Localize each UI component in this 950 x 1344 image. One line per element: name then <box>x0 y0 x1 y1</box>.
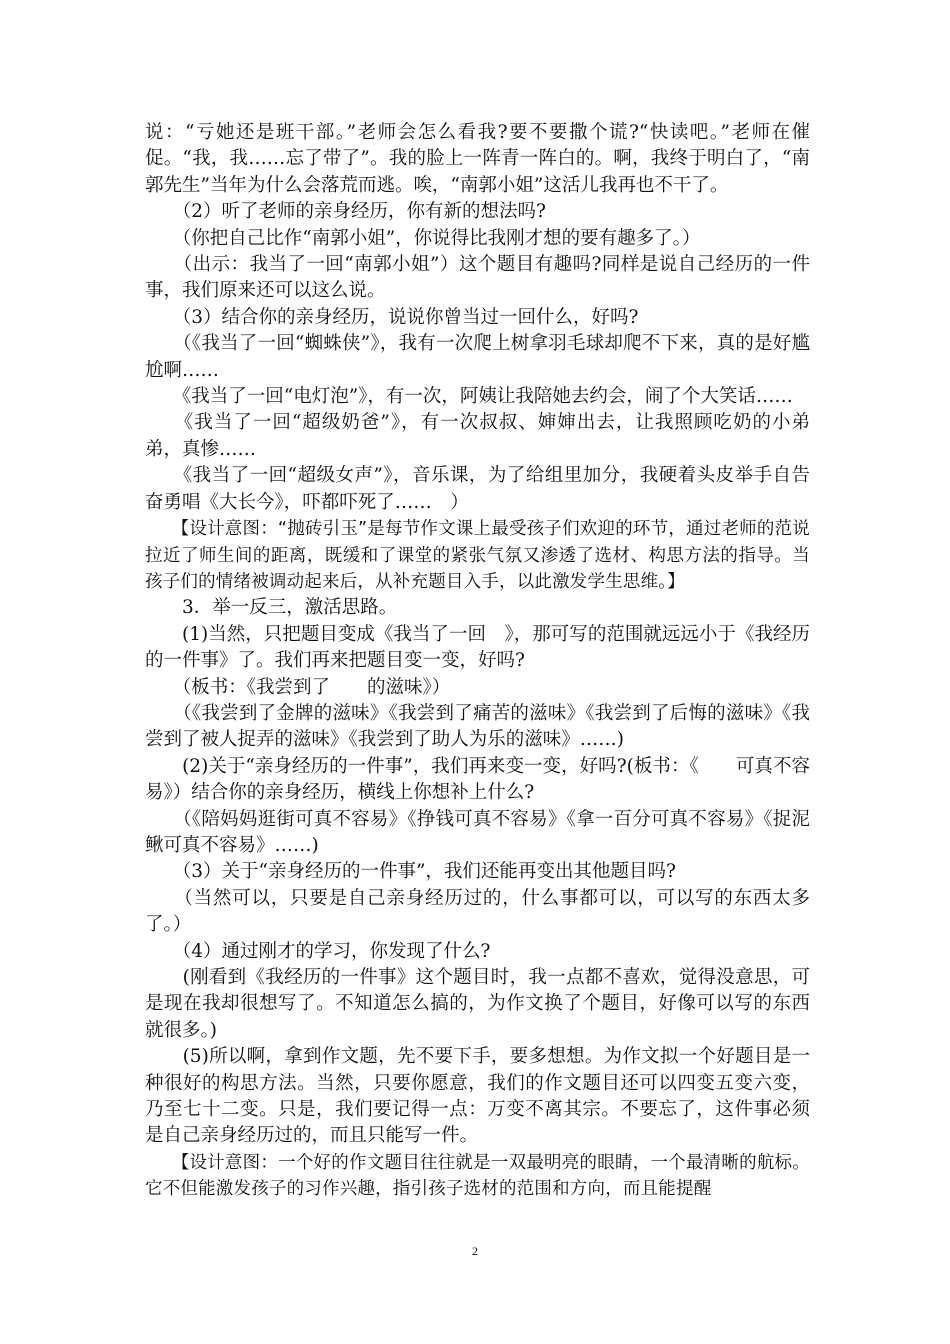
body-paragraph: （2）听了老师的亲身经历，你有新的想法吗? <box>145 201 546 223</box>
body-paragraph: （你把自己比作“南郭小姐”，你说得比我刚才想的要有趣多了。） <box>145 227 701 249</box>
body-paragraph: 《我当了一回“超级女声”》，音乐课，为了给组里加分，我硬着头皮举手自告奋勇唱《大长今》，吓都吓死了…… ） <box>145 465 810 513</box>
body-paragraph: 3．举一反三，激活思路。 <box>145 597 398 619</box>
body-paragraph: （《陪妈妈逛街可真不容易》《挣钱可真不容易》《拿一百分可真不容易》《捉泥鳅可真不容易》……) <box>145 808 810 856</box>
body-paragraph: 《我当了一回“电灯泡”》，有一次，阿姨让我陪她去约会，闹了个大笑话…… <box>145 386 793 408</box>
body-paragraph: （《我当了一回“蜘蛛侠”》，我有一次爬上树拿羽毛球却爬不下来，真的是好尴尬啊…… <box>145 333 810 381</box>
body-paragraph: (5)所以啊，拿到作文题，先不要下手，要多想想。为作文拟一个好题目是一种很好的构思方法。当然，只要你愿意，我们的作文题目还可以四变五变六变，乃至七十二变。只是，我们要记得一点：万变不离其宗。不要忘了，这件事必须是自己亲身经历过的，而且只能写一件。 <box>145 1046 810 1147</box>
body-paragraph: 说：“亏她还是班干部。”老师会怎么看我?要不要撒个谎?“快读吧。”老师在催促。“我，我……忘了带了”。我的脸上一阵青一阵白的。啊，我终于明白了，“南郭先生”当年为什么会落荒而逃。唉，“南郭小姐”这活儿我再也不干了。 <box>145 122 810 196</box>
page-body <box>145 120 810 1203</box>
body-paragraph: (1)当然，只把题目变成《我当了一回 》，那可写的范围就远远小于《我经历的一件事》了。我们再来把题目变一变，好吗? <box>145 623 810 672</box>
body-paragraph: （出示：我当了一回“南郭小姐”）这个题目有趣吗?同样是说自己经历的一件事，我们原来还可以这么说。 <box>145 254 810 302</box>
body-paragraph: （当然可以，只要是自己亲身经历过的，什么事都可以，可以写的东西太多了。） <box>145 887 810 936</box>
body-paragraph: （3）结合你的亲身经历，说说你曾当过一回什么，好吗? <box>145 306 639 328</box>
body-paragraph: 《我当了一回“超级奶爸”》，有一次叔叔、婶婶出去，让我照顾吃奶的小弟弟，真惨…… <box>145 412 810 460</box>
design-intent-paragraph: 【设计意图：“抛砖引玉”是每节作文课上最受孩子们欢迎的环节，通过老师的范说拉近了师生间的距离，既缓和了课堂的紧张气氛又渗透了选材、构思方法的指导。当孩子们的情绪被调动起来后，从补充题目入手，以此激发学生思维。】 <box>145 519 810 592</box>
body-paragraph: （3）关于“亲身经历的一件事”，我们还能再变出其他题目吗? <box>145 861 676 883</box>
body-paragraph: （《我尝到了金牌的滋味》《我尝到了痛苦的滋味》《我尝到了后悔的滋味》《我尝到了被人捉弄的滋味》《我尝到了助人为乐的滋味》……) <box>145 702 810 751</box>
design-intent-paragraph: 【设计意图：一个好的作文题目往往就是一双最明亮的眼睛，一个最清晰的航标。它不但能激发孩子的习作兴趣，指引孩子选材的范围和方向，而且能提醒 <box>145 1152 810 1200</box>
body-paragraph: （4）通过刚才的学习，你发现了什么? <box>145 940 491 962</box>
page-number: 2 <box>472 1244 478 1258</box>
body-paragraph: (刚看到《我经历的一件事》这个题目时，我一点都不喜欢，觉得没意思，可是现在我却很想写了。不知道怎么搞的，为作文换了个题目，好像可以写的东西就很多。) <box>145 967 810 1041</box>
body-paragraph: （板书：《我尝到了 的滋味》） <box>145 676 451 698</box>
body-paragraph: (2)关于“亲身经历的一件事”，我们再来变一变，好吗?(板书：《 可真不容易》）结合你的亲身经历，横线上你想补上什么? <box>145 755 810 804</box>
